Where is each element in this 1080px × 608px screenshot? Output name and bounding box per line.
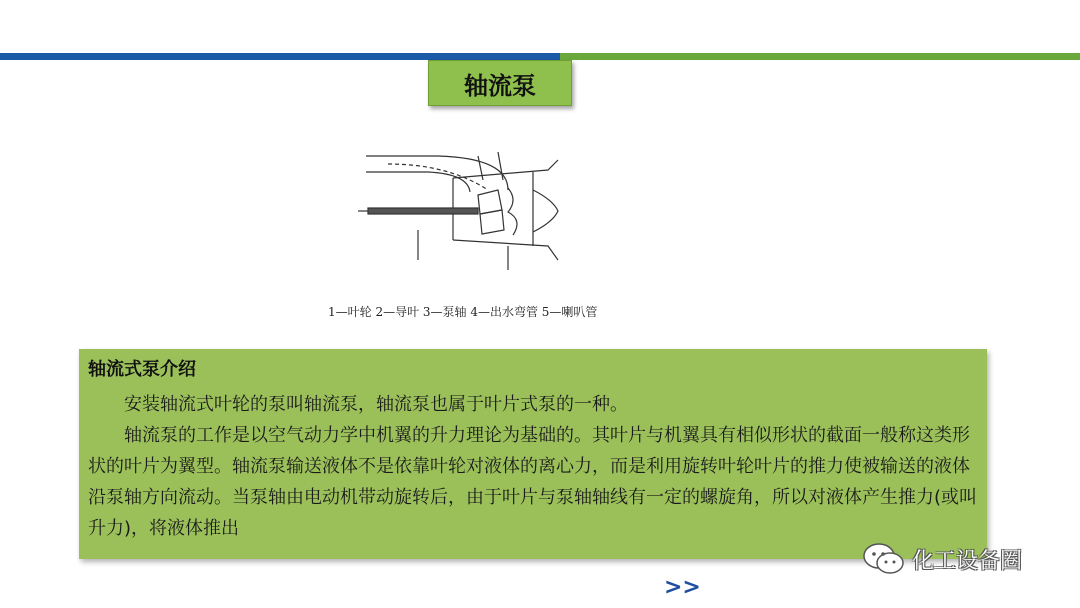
header-bar-blue [0, 53, 560, 60]
watermark [862, 542, 1022, 576]
slide-title: 轴流泵 [464, 71, 536, 100]
watermark-text: 化工设备圈 [912, 548, 1023, 574]
axial-pump-diagram [358, 150, 568, 276]
slide-title-box [428, 60, 572, 106]
header-bar-green [560, 53, 1080, 60]
info-box [79, 349, 987, 559]
info-heading: 轴流式泵介绍 [88, 359, 196, 380]
info-paragraph-1: 安装轴流式叶轮的泵叫轴流泵，轴流泵也属于叶片式泵的一种。 [124, 394, 628, 415]
info-paragraph-2: 轴流泵的工作是以空气动力学中机翼的升力理论为基础的。其叶片与机翼具有相似形状的截面一般称这类形状的叶片为翼型。轴流泵输送液体不是依靠叶轮对液体的离心力，而是利用旋转叶轮叶片的推力使被输送的液体沿泵轴方向流动。当泵轴由电动机带动旋转后，由于叶片与泵轴轴线有一定的螺旋角，所以对液体产生推力(或叫升力)，将液体推出 [88, 425, 978, 539]
figure-caption: 1—叶轮 2—导叶 3—泵轴 4—出水弯管 5—喇叭管 [328, 305, 598, 319]
wechat-icon [862, 542, 906, 576]
next-slide-button[interactable]: >> [664, 575, 701, 600]
